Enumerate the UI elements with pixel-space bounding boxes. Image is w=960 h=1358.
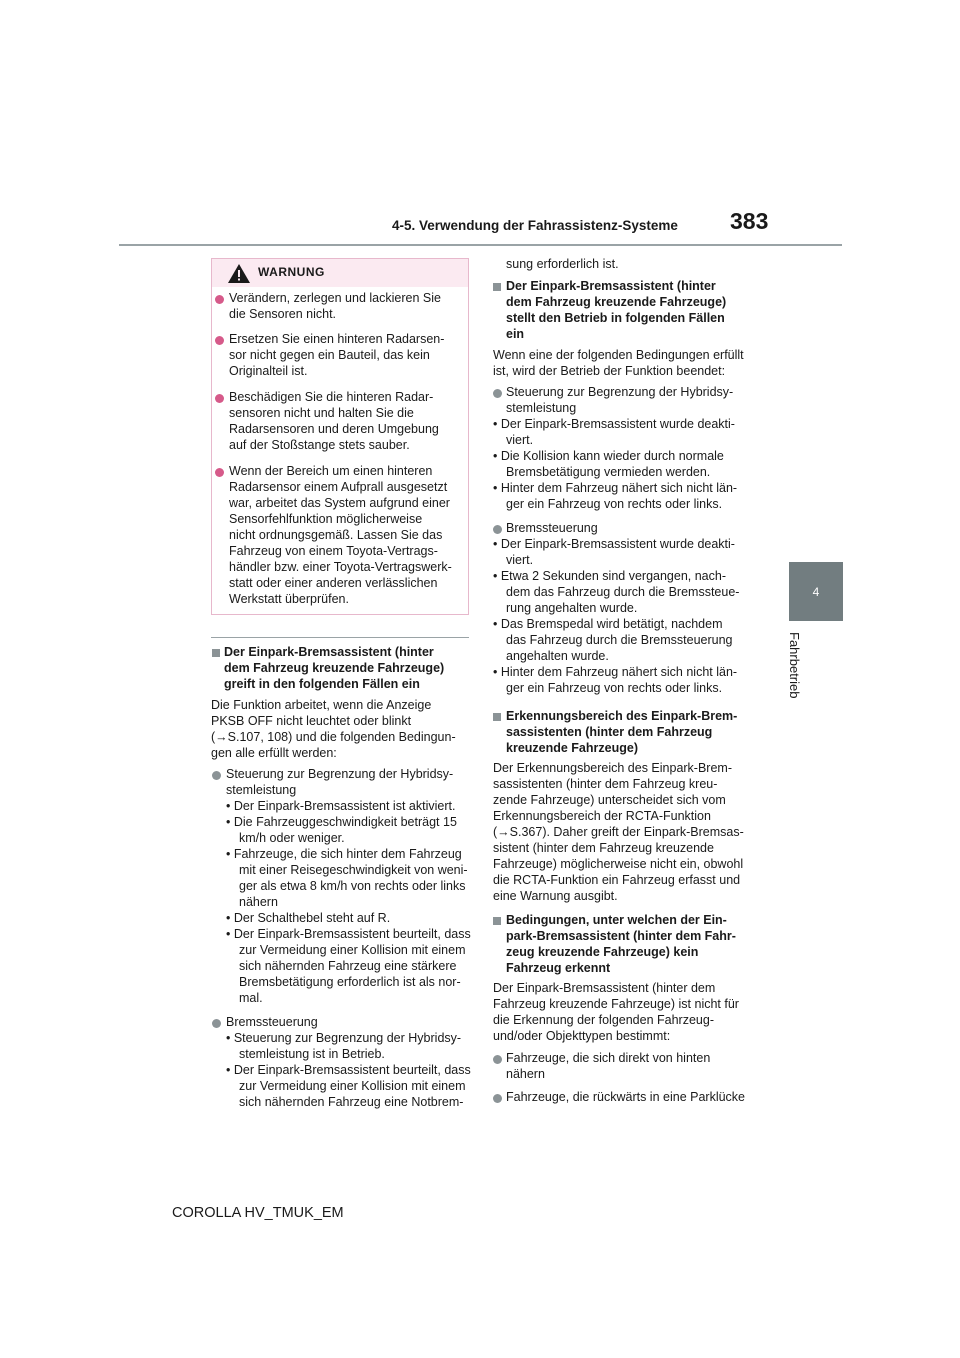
section-separator [211,637,469,638]
right-group1-line: • Die Kollision kann wieder durch normale [493,449,724,463]
right-group2-line: • Der Einpark-Bremsassistent wurde deakti- [493,537,735,551]
warning-item-1-line: die Sensoren nicht. [229,307,337,321]
right-group2-line: • Hinter dem Fahrzeug nähert sich nicht län- [493,665,738,679]
right-heading1-line: stellt den Betrieb in folgenden Fällen [506,311,725,325]
left-group1-line: ger als etwa 8 km/h von rechts oder links [239,879,466,893]
left-group2-line: sich nähernden Fahrzeug eine Notbrem- [239,1095,464,1109]
right-heading3-line: zeug kreuzende Fahrzeuge) kein [506,945,699,959]
warning-item-2-line: Ersetzen Sie einen hinteren Radarsen- [229,332,445,346]
chapter-side-label [782,632,806,722]
left-group2-line: • Steuerung zur Begrenzung der Hybridsy- [226,1031,462,1045]
right-para2-line: sassistenten (hinter dem Fahrzeug kreu- [493,777,718,791]
right-heading1-line: dem Fahrzeug kreuzende Fahrzeuge) [506,295,727,309]
warning-item-4-line: Werkstatt überprüfen. [229,592,349,606]
warning-item-3-line: Radarsensoren und deren Umgebung [229,422,439,436]
warning-item-4-line: Radarsensor einem Aufprall ausgesetzt [229,480,448,494]
right-group2-line: ger ein Fahrzeug von rechts oder links. [506,681,723,695]
right-intro1-line: ist, wird der Betrieb der Funktion beendet: [493,364,726,378]
warning-bullet [215,468,224,477]
right-group2-line: viert. [506,553,534,567]
left-heading-line: greift in den folgenden Fällen ein [224,677,420,691]
warning-item-4-line: Fahrzeug von einem Toyota-Vertrags- [229,544,438,558]
right-para3-line: Fahrzeug kreuzende Fahrzeuge) ist nicht für [493,997,739,1011]
right-para2-line: eine Warnung ausgibt. [493,889,618,903]
bullet-dot [493,1094,502,1103]
left-group1-line: Bremsbetätigung erforderlich ist als nor- [239,975,461,989]
heading-square-icon [212,649,220,657]
left-intro-line: PKSB OFF nicht leuchtet oder blinkt [211,714,412,728]
right-group1-line: viert. [506,433,534,447]
warning-bullet [215,295,224,304]
right-para2-line: (→S.367). Daher greift der Einpark-Bremsas- [493,825,744,839]
right-group2-line: das Fahrzeug durch die Bremssteuerung [506,633,733,647]
bullet-dot [493,525,502,534]
right-group2-line: dem das Fahrzeug durch die Bremssteue- [506,585,740,599]
right-group2-line: Bremssteuerung [506,521,598,535]
right-para2-line: sistent (hinter dem Fahrzeug kreuzende [493,841,714,855]
footer-model-code: COROLLA HV_TMUK_EM [172,1205,344,1221]
right-heading2-line: kreuzende Fahrzeuge) [506,741,638,755]
warning-bullet [215,394,224,403]
right-heading2-line: Erkennungsbereich des Einpark-Brem- [506,709,738,723]
right-group2-line: • Etwa 2 Sekunden sind vergangen, nach- [493,569,727,583]
warning-item-4-line: statt oder einer anderen verlässlichen [229,576,438,590]
left-group2-line: Bremssteuerung [226,1015,318,1029]
right-group1-line: stemleistung [506,401,577,415]
warning-item-3-line: sensoren nicht und halten Sie die [229,406,414,420]
warning-item-4-line: händler bzw. einer Toyota-Vertragswerk- [229,560,452,574]
right-heading3-line: Bedingungen, unter welchen der Ein- [506,913,727,927]
right-group1-line: ger ein Fahrzeug von rechts oder links. [506,497,723,511]
left-intro-line: Die Funktion arbeitet, wenn die Anzeige [211,698,432,712]
left-group2-line: stemleistung ist in Betrieb. [239,1047,385,1061]
header-rule [119,244,842,246]
left-heading-line: dem Fahrzeug kreuzende Fahrzeuge) [224,661,445,675]
left-group1-line: km/h oder weniger. [239,831,345,845]
right-group2-line: angehalten wurde. [506,649,609,663]
left-group1-line: sich nähernden Fahrzeug eine stärkere [239,959,457,973]
warning-title: WARNUNG [258,265,325,279]
warning-bullet [215,336,224,345]
right-heading3-line: park-Bremsassistent (hinter dem Fahr- [506,929,736,943]
left-group1-line: • Fahrzeuge, die sich hinter dem Fahrzeug [226,847,462,861]
right-intro1-line: Wenn eine der folgenden Bedingungen erfüllt [493,348,744,362]
left-group1-line: • Der Einpark-Bremsassistent beurteilt, dass [226,927,471,941]
left-group1-line: stemleistung [226,783,297,797]
section-title: 4-5. Verwendung der Fahrassistenz-Systeme [392,218,678,233]
right-continuation: sung erforderlich ist. [506,257,619,271]
chapter-side-label-text: Fahrbetrieb [787,632,802,699]
left-group1-line: zur Vermeidung einer Kollision mit einem [239,943,466,957]
heading-square-icon [493,713,501,721]
right-para3-line: Der Einpark-Bremsassistent (hinter dem [493,981,716,995]
left-group1-line: Steuerung zur Begrenzung der Hybridsy- [226,767,454,781]
warning-item-1-line: Verändern, zerlegen und lackieren Sie [229,291,441,305]
right-heading1-line: Der Einpark-Bremsassistent (hinter [506,279,716,293]
right-para2-line: zende Fahrzeuge) unterscheidet sich vom [493,793,726,807]
bullet-dot [212,1019,221,1028]
right-heading3-line: Fahrzeug erkennt [506,961,611,975]
warning-item-4-line: Sensorfehlfunktion möglicherweise [229,512,423,526]
warning-item-2-line: Originalteil ist. [229,364,308,378]
warning-item-4-line: Wenn der Bereich um einen hinteren [229,464,433,478]
right-bullet-a-line: nähern [506,1067,545,1081]
left-group1-line: mal. [239,991,263,1005]
heading-square-icon [493,283,501,291]
page-number: 383 [730,208,769,234]
heading-square-icon [493,917,501,925]
bullet-dot [493,389,502,398]
left-group2-line: • Der Einpark-Bremsassistent beurteilt, dass [226,1063,471,1077]
left-group1-line: nähern [239,895,278,909]
right-bullet-a-line: Fahrzeuge, die sich direkt von hinten [506,1051,711,1065]
warning-item-2-line: sor nicht gegen ein Bauteil, das kein [229,348,430,362]
left-group1-line: • Die Fahrzeuggeschwindigkeit beträgt 15 [226,815,457,829]
left-group1-line: • Der Schalthebel steht auf R. [226,911,391,925]
bullet-dot [493,1055,502,1064]
right-para2-line: Fahrzeuge) möglicherweise nicht ein, obwohl [493,857,744,871]
right-group1-line: • Hinter dem Fahrzeug nähert sich nicht län- [493,481,738,495]
left-intro-line: gen alle erfüllt werden: [211,746,337,760]
right-heading2-line: sassistenten (hinter dem Fahrzeug [506,725,713,739]
right-heading1-line: ein [506,327,525,341]
right-bullet-b-line: Fahrzeuge, die rückwärts in eine Parklücke [506,1090,746,1104]
right-group2-line: • Das Bremspedal wird betätigt, nachdem [493,617,723,631]
warning-item-4-line: nicht ordnungsgemäß. Lassen Sie das [229,528,443,542]
warning-item-3-line: Beschädigen Sie die hinteren Radar- [229,390,434,404]
right-group2-line: rung angehalten wurde. [506,601,638,615]
left-group1-line: mit einer Reisegeschwindigkeit von weni- [239,863,468,877]
right-group1-line: Bremsbetätigung vermieden werden. [506,465,711,479]
warning-item-3-line: auf der Stoßstange stets sauber. [229,438,410,452]
right-group1-line: Steuerung zur Begrenzung der Hybridsy- [506,385,734,399]
warning-triangle-icon [227,263,251,284]
right-para3-line: und/oder Objekttypen bestimmt: [493,1029,671,1043]
right-para2-line: Erkennungsbereich der RCTA-Funktion [493,809,711,823]
bullet-dot [212,771,221,780]
left-heading-line: Der Einpark-Bremsassistent (hinter [224,645,434,659]
right-group1-line: • Der Einpark-Bremsassistent wurde deakti- [493,417,735,431]
warning-item-4-line: war, arbeitet das System aufgrund einer [229,496,450,510]
chapter-tab-number: 4 [812,585,820,599]
left-intro-line: (→S.107, 108) und die folgenden Bedingun- [211,730,456,744]
left-group1-line: • Der Einpark-Bremsassistent ist aktiviert. [226,799,456,813]
right-para2-line: die RCTA-Funktion ein Fahrzeug erfasst und [493,873,741,887]
right-para3-line: die Erkennung der folgenden Fahrzeug- [493,1013,714,1027]
left-group2-line: zur Vermeidung einer Kollision mit einem [239,1079,466,1093]
right-para2-line: Der Erkennungsbereich des Einpark-Brem- [493,761,732,775]
